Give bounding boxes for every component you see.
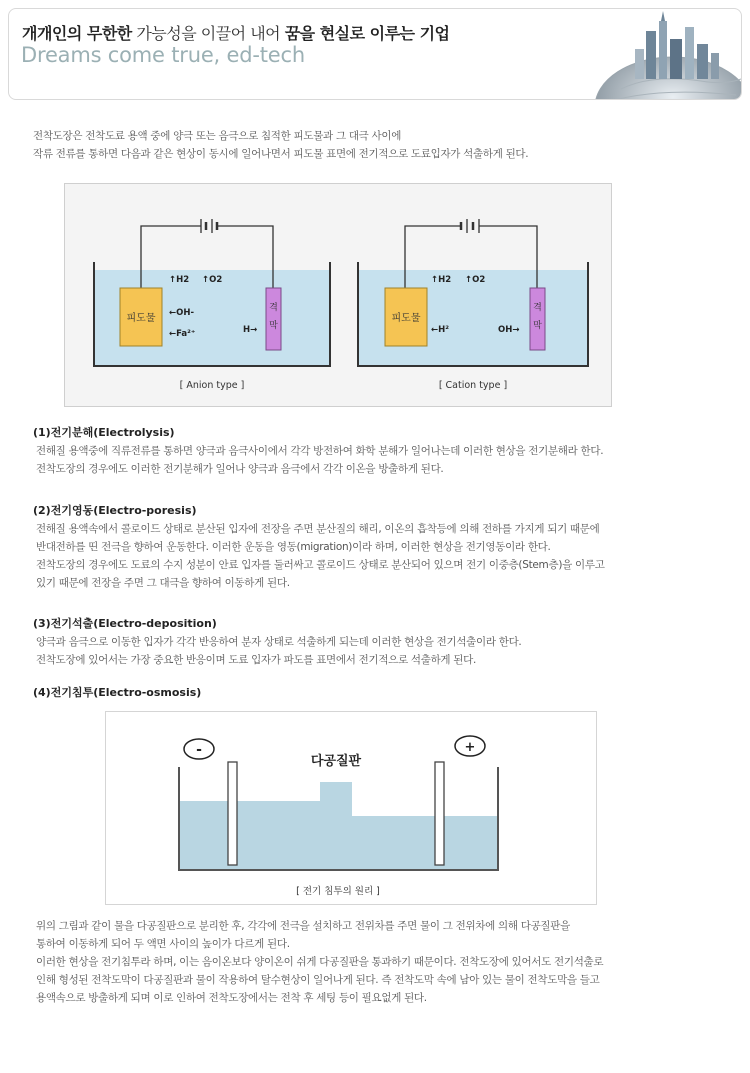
anion-membrane-top: 격 xyxy=(269,303,278,313)
header-tagline xyxy=(22,21,450,44)
anion-membrane xyxy=(266,288,281,350)
cation-membrane-top: 격 xyxy=(533,303,542,313)
outro-line-3: 이러한 현상을 전기침투라 하며, 이는 음이온보다 양이온이 쉬게 다공질판을 통과하기 때문이다. 전착도장에 있어서도 전기석출로 xyxy=(36,956,604,968)
plus-label: + xyxy=(464,740,476,755)
header-slogan: Dreams come true, ed-tech xyxy=(21,43,305,67)
electrodeposition-figure xyxy=(64,183,612,407)
right-electrode xyxy=(435,762,444,865)
globe-city-icon xyxy=(551,9,741,99)
section-2-title: (2)전기영동(Electro-poresis) xyxy=(33,504,197,517)
osmosis-diagram xyxy=(106,712,596,904)
anion-h2-label: ↑H2 xyxy=(169,275,190,285)
cation-h-label: ←H² xyxy=(431,325,449,335)
anion-tank xyxy=(94,219,330,391)
anion-oh-label: ←OH- xyxy=(169,308,194,318)
section-2-line-3: 전착도장의 경우에도 도료의 수지 성분이 안료 입자를 둘러싸고 콜로이드 상태로 분산되어 있으며 전기 이중층(Stem층)을 이루고 xyxy=(36,559,605,571)
section-1-line-1: 전해질 용액중에 직류전류를 통하면 양극과 음극사이에서 각각 방전하여 화학 분해가 일어나는데 이러한 현상을 전기분해라 한다. xyxy=(36,445,604,457)
cation-part-label: 피도물 xyxy=(391,313,421,324)
anion-o2-label: ↑O2 xyxy=(202,275,223,285)
cation-caption: [ Cation type ] xyxy=(438,380,508,391)
outro-line-1: 위의 그림과 같이 물을 다공질판으로 분리한 후, 각각에 전극을 설치하고 전위차를 주면 물이 그 전위차에 의해 다공질판을 xyxy=(36,920,570,932)
header-banner xyxy=(8,8,742,100)
outro-line-4: 인해 형성된 전착도막이 다공질판과 물이 작용하여 탈수현상이 일어나게 된다. 즉 전착도막 속에 남아 있는 물이 전착도막을 들고 xyxy=(36,974,600,986)
outro-line-5: 용액속으로 방출하게 되며 이로 인하여 전착도장에서는 전착 후 세팅 등이 필요없게 된다. xyxy=(36,992,427,1004)
electrodeposition-diagram xyxy=(65,184,611,406)
cation-oh-label: OH→ xyxy=(498,325,520,335)
left-electrode xyxy=(228,762,237,865)
osmosis-figure xyxy=(105,711,597,905)
section-3-line-2: 전착도장에 있어서는 가장 중요한 반응이며 도료 입자가 파도를 표면에서 전기적으로 석출하게 된다. xyxy=(36,654,477,666)
tagline-part-1: 개개인의 무한한 xyxy=(22,24,132,43)
section-1-title: (1)전기분해(Electrolysis) xyxy=(33,426,175,439)
section-1-line-2: 전착도장의 경우에도 이러한 전기분해가 일어나 양극과 음극에서 각각 이온을 방출하게 된다. xyxy=(36,463,444,475)
cation-o2-label: ↑O2 xyxy=(465,275,486,285)
porous-plate-label: 다공질판 xyxy=(310,754,362,769)
section-2-line-4: 있기 때문에 전장을 주면 그 대극을 향하여 이동하게 된다. xyxy=(36,577,290,589)
intro-line-1: 전착도장은 전착도료 용액 중에 양극 또는 음극으로 침적한 피도물과 그 대극 사이에 xyxy=(33,130,402,142)
cation-membrane-bottom: 막 xyxy=(533,321,542,331)
intro-line-2: 작류 전류를 통하면 다음과 같은 현상이 동시에 일어나면서 피도물 표면에 전기적으로 도료입자가 석출하게 된다. xyxy=(33,148,529,160)
section-2-line-1: 전해질 용액속에서 콜로이드 상태로 분산된 입자에 전장을 주면 분산질의 해리, 이온의 흡착등에 의해 전하를 가지게 되기 때문에 xyxy=(36,523,600,535)
cation-membrane xyxy=(530,288,545,350)
tagline-part-3: 꿈을 현실로 이루는 기업 xyxy=(284,24,450,43)
section-3-title: (3)전기석출(Electro-deposition) xyxy=(33,617,217,630)
outro-line-2: 통하여 이동하게 되어 두 액면 사이의 높이가 다르게 된다. xyxy=(36,938,290,950)
section-2-line-2: 반대전하를 띤 전극을 향하여 운동한다. 이러한 운동을 영동(migration)이라 하며, 이러한 현상을 전기영동이라 한다. xyxy=(36,541,551,553)
anion-part-label: 피도물 xyxy=(126,313,156,324)
anion-membrane-bottom: 막 xyxy=(269,321,278,331)
anion-fe-label: ←Fa²⁺ xyxy=(169,329,196,339)
section-4-title: (4)전기침투(Electro-osmosis) xyxy=(33,686,202,699)
osmosis-caption: [ 전기 침투의 원리 ] xyxy=(296,886,380,897)
section-3-line-1: 양극과 음극으로 이동한 입자가 각각 반응하여 분자 상태로 석출하게 되는데 이러한 현상을 전기석출이라 한다. xyxy=(36,636,522,648)
cation-tank xyxy=(358,219,588,391)
tagline-part-2: 가능성을 이끌어 내어 xyxy=(131,24,285,43)
anion-caption: [ Anion type ] xyxy=(179,380,245,391)
anion-h-label: H→ xyxy=(243,325,258,335)
cation-h2-label: ↑H2 xyxy=(431,275,452,285)
minus-label: - xyxy=(196,742,202,758)
